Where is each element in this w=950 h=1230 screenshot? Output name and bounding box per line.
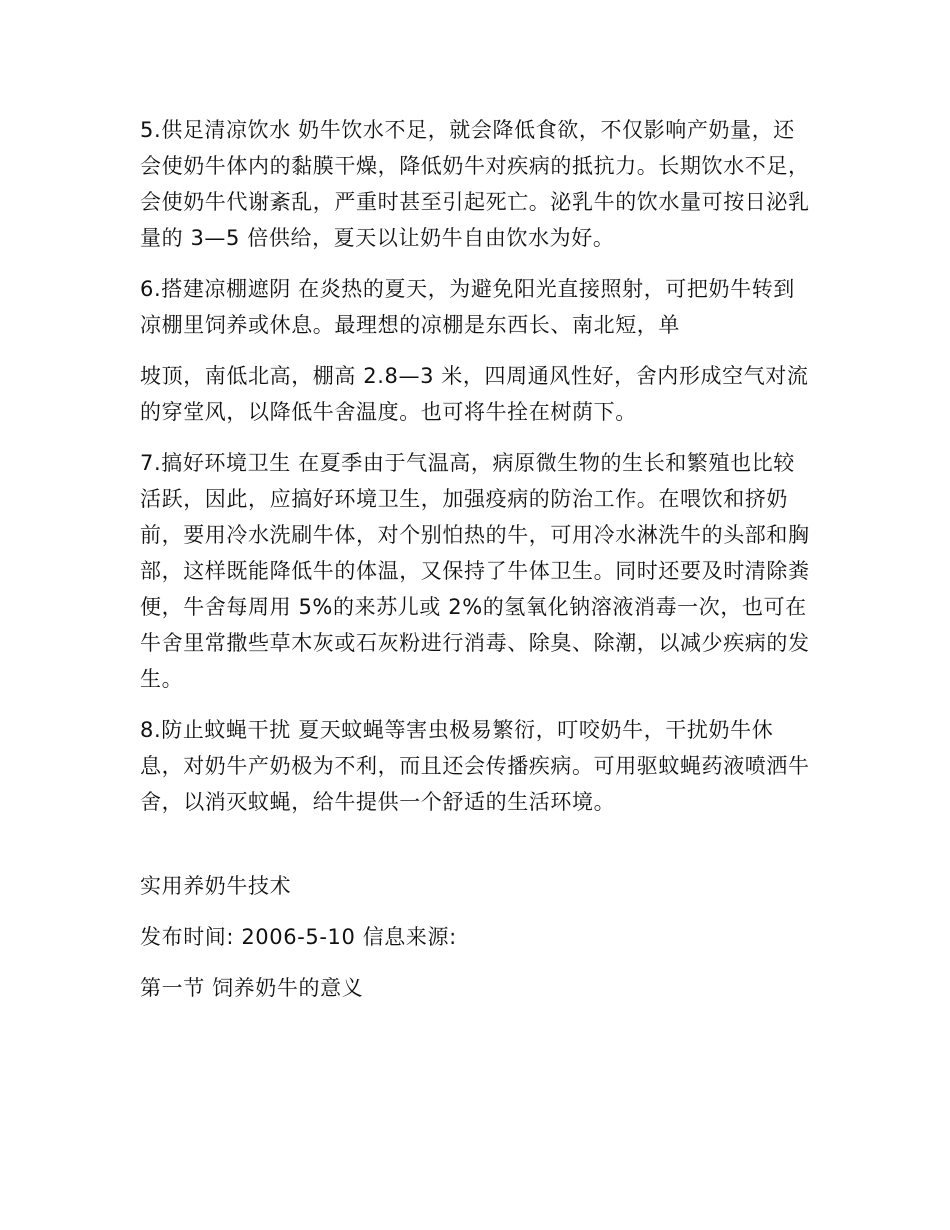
paragraph-6-part-1: 6.搭建凉棚遮阴 在炎热的夏天，为避免阳光直接照射，可把奶牛转到凉棚里饲养或休息。最理想的凉棚是东西长、南北短，单 [140,277,795,337]
paragraph-gap [140,430,812,445]
section-title: 第一节 饲养奶牛的意义 [140,976,364,1000]
paragraph-8: 8.防止蚊蝇干扰 夏天蚊蝇等害虫极易繁衍，叮咬奶牛，干扰奶牛休息，对奶牛产奶极为不利，而且还会传播疾病。可用驱蚊蝇药液喷洒牛舍，以消灭蚊蝇，给牛提供一个舒适的生活环境。 [140,718,810,814]
paragraph-gap [140,955,812,970]
paragraph-5: 5.供足清凉饮水 奶牛饮水不足，就会降低食欲，不仅影响产奶量，还会使奶牛体内的黏膜干燥，降低奶牛对疾病的抵抗力。长期饮水不足，会使奶牛代谢紊乱，严重时甚至引起死亡。泌乳牛的饮水量可按日泌乳量的 3—5 倍供给，夏天以让奶牛自由饮水为好。 [140,118,810,250]
paragraph-gap [140,343,812,358]
paragraph-gap [140,697,812,712]
section-gap [140,820,812,868]
paragraph-gap [140,256,812,271]
article-title: 实用养奶牛技术 [140,874,292,898]
document-page [140,112,812,1006]
publish-info: 发布时间: 2006-5-10 信息来源: [140,925,457,949]
paragraph-gap [140,904,812,919]
paragraph-6-part-2: 坡顶，南低北高，棚高 2.8—3 米，四周通风性好，舍内形成空气对流的穿堂风，以降低牛舍温度。也可将牛拴在树荫下。 [140,364,809,424]
paragraph-7: 7.搞好环境卫生 在夏季由于气温高，病原微生物的生长和繁殖也比较活跃，因此，应搞好环境卫生，加强疫病的防治工作。在喂饮和挤奶前，要用冷水洗刷牛体，对个别怕热的牛，可用冷水淋洗牛的头部和胸部，这样既能降低牛的体温，又保持了牛体卫生。同时还要及时清除粪便，牛舍每周用 5%的来苏儿或 2%的氢氧化钠溶液消毒一次，也可在牛舍里常撒些草木灰或石灰粉进行消毒、除臭、除潮，以减少疾病的发生。 [140,451,810,691]
